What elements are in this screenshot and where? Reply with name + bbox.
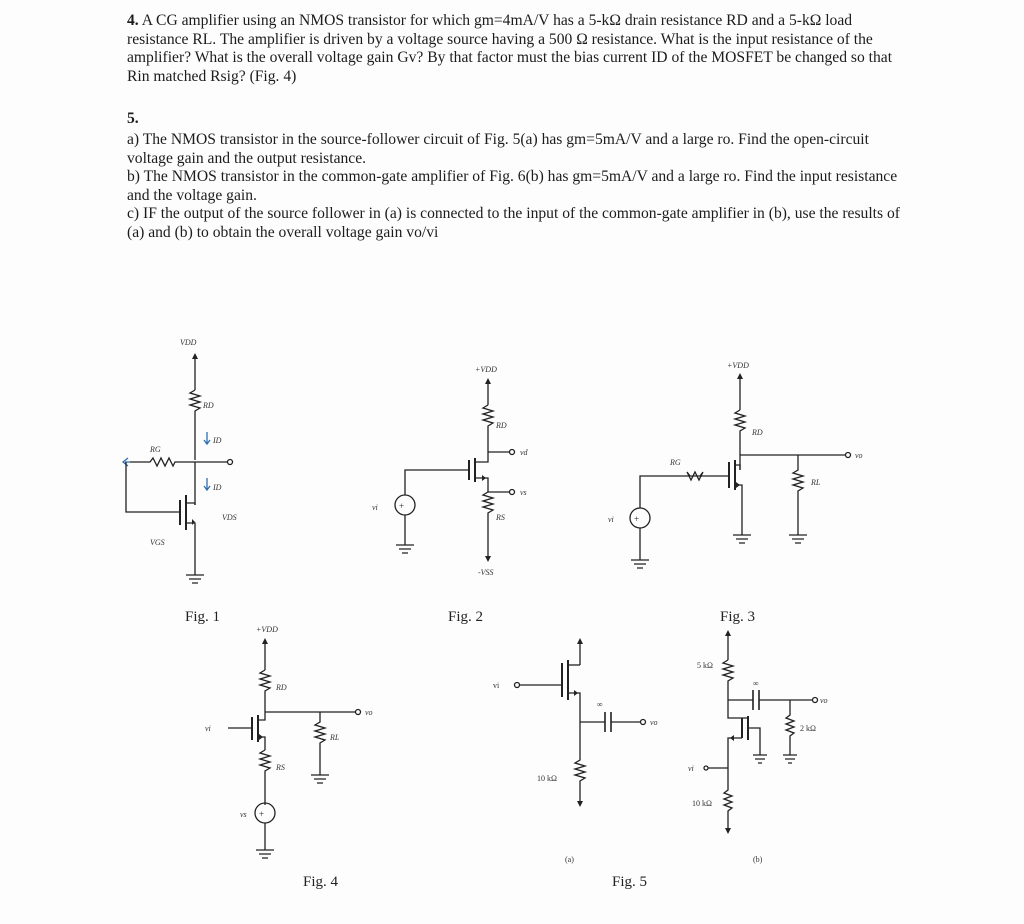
fig4-ann-rd: RD — [276, 683, 287, 692]
fig5b-ann-2k: 2 kΩ — [800, 724, 816, 733]
fig5a-ann-10k: 10 kΩ — [537, 774, 557, 783]
fig4-ann-vs: vs — [240, 810, 247, 819]
fig2-label: Fig. 2 — [448, 609, 484, 625]
fig3-label: Fig. 3 — [720, 609, 756, 625]
fig3-ann-rg: RG — [670, 458, 681, 467]
fig4-ann-rs: RS — [276, 763, 285, 772]
fig2-ann-vdd: +VDD — [475, 365, 497, 374]
fig5-label: Fig. 5 — [612, 874, 648, 890]
fig4-schematic — [205, 625, 373, 858]
fig1-label: Fig. 1 — [185, 609, 221, 625]
fig5b-ann-10k: 10 kΩ — [692, 799, 712, 808]
fig2-ann-rd: RD — [496, 421, 507, 430]
svg-text:+: + — [634, 514, 640, 524]
fig2-ann-rs: RS — [496, 513, 505, 522]
fig3-ann-rl: RL — [811, 478, 821, 487]
fig2-schematic — [372, 365, 529, 577]
fig4-ann-vo: vo — [365, 708, 373, 717]
problem-5c: c) IF the output of the source follower in (a) is connected to the input of the common-gate amplifier in (b), use the results of (a) and (b) to obtain the overall voltage gain vo/vi — [127, 205, 900, 241]
fig5a-schematic — [493, 638, 658, 864]
problem-4-number: 4. — [127, 12, 139, 29]
fig5b-ann-caption: (b) — [753, 855, 763, 864]
fig2-ann-vd: vd — [520, 448, 528, 457]
fig3-ann-vo: vo — [855, 451, 863, 460]
fig5a-ann-caption: (a) — [565, 855, 574, 864]
fig1-ann-vds: VDS — [222, 513, 237, 522]
fig1-ann-vgs: VGS — [150, 538, 165, 547]
fig4-ann-rl: RL — [330, 733, 340, 742]
fig1-ann-vdd: VDD — [180, 338, 197, 347]
fig1-schematic — [123, 338, 237, 583]
fig5a-ann-infinity: ∞ — [597, 700, 603, 709]
fig5b-ann-vo: vo — [820, 696, 828, 705]
problem-5b: b) The NMOS transistor in the common-gate amplifier of Fig. 6(b) has gm=5mA/V and a large ro. Find the input resistance and the voltage gain. — [127, 168, 898, 204]
fig2-ann-vi: vi — [372, 503, 378, 512]
fig5a-ann-vo: vo — [650, 718, 658, 727]
fig1-ann-rg: RG — [150, 445, 161, 454]
fig1-ann-id-bottom: ID — [213, 483, 222, 492]
fig3-ann-vi: vi — [608, 515, 614, 524]
svg-text:+: + — [259, 809, 265, 819]
fig5b-ann-5k: 5 kΩ — [697, 661, 713, 670]
problem-4-text: A CG amplifier using an NMOS transistor for which gm=4mA/V has a 5-kΩ drain resistance RD and a 5-kΩ load resistance RL. The amplifier is driven by a voltage source having a 500 Ω resistance. What is the input resistance of the amplifier? What is the overall voltage gain Gv? By that factor must the bias current ID of the MOSFET be changed so that Rin matched Rsig? (Fig. 4) — [127, 12, 893, 85]
fig3-schematic — [608, 361, 863, 568]
fig3-ann-rd: RD — [752, 428, 763, 437]
fig5b-ann-infinity: ∞ — [753, 679, 759, 688]
fig3-ann-vdd: +VDD — [727, 361, 749, 370]
fig4-ann-vdd: +VDD — [256, 625, 278, 634]
fig4-ann-vi: vi — [205, 724, 211, 733]
fig2-ann-vs: vs — [520, 488, 527, 497]
fig2-ann-vss: -VSS — [478, 568, 494, 577]
fig1-ann-rd: RD — [203, 401, 214, 410]
fig5a-ann-vi: vi — [493, 681, 500, 690]
problem-5-number: 5. — [127, 110, 139, 128]
fig5b-schematic — [688, 630, 828, 864]
fig1-ann-id-top: ID — [213, 436, 222, 445]
svg-text:+: + — [399, 501, 405, 511]
fig4-label: Fig. 4 — [303, 874, 339, 890]
fig5b-ann-vi: vi — [688, 764, 694, 773]
problem-5a: a) The NMOS transistor in the source-follower circuit of Fig. 5(a) has gm=5mA/V and a large ro. Find the open-circuit voltage gain and the output resistance. — [127, 130, 869, 167]
